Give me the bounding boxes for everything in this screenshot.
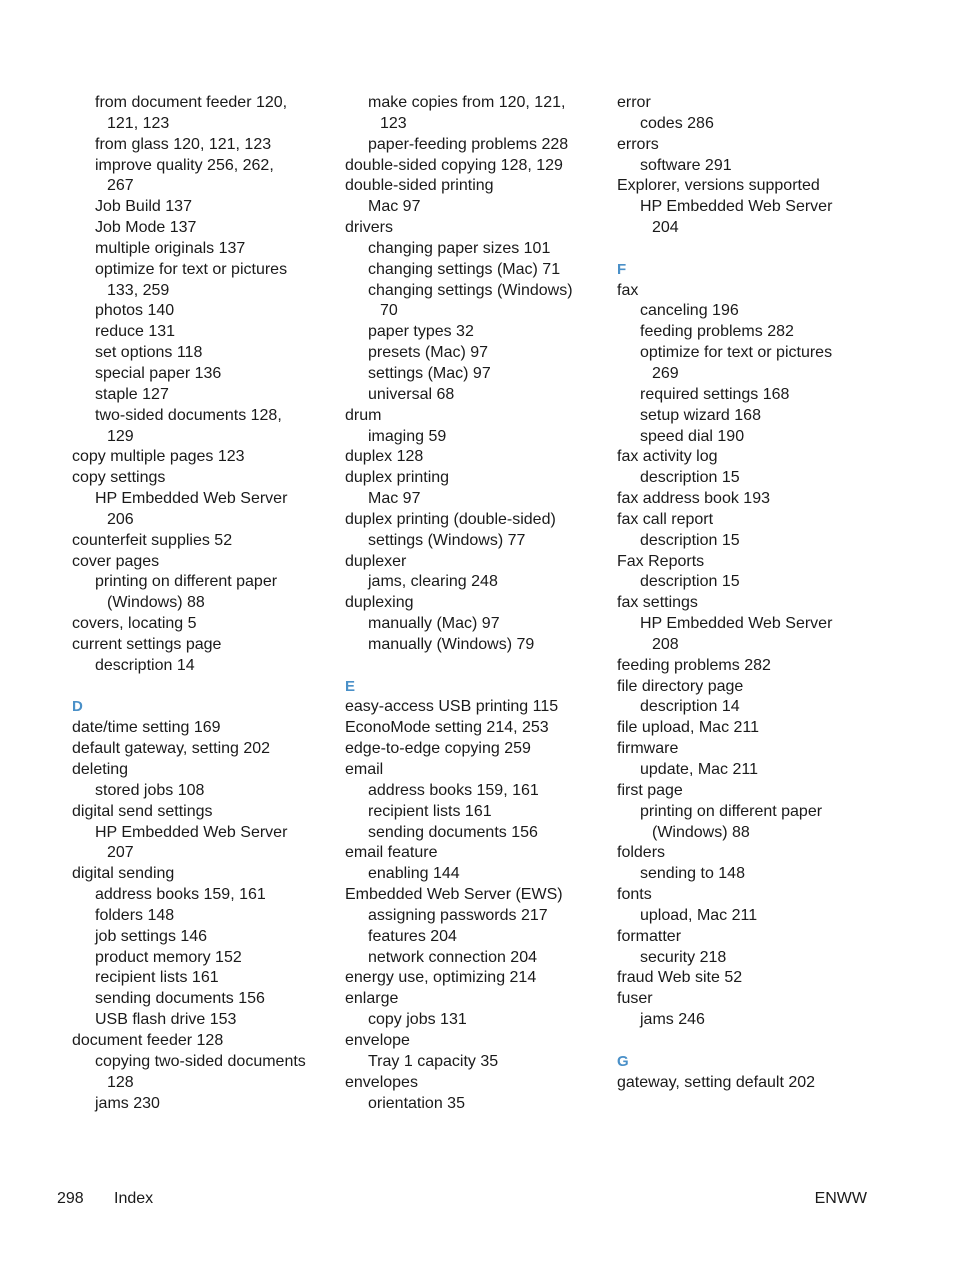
index-entry: envelope — [345, 1031, 410, 1049]
index-entry: double-sided copying 128, 129 — [345, 156, 563, 174]
index-entry: drivers — [345, 219, 394, 237]
index-entry: duplex 128 — [345, 448, 424, 466]
index-subentry: orientation 35 — [368, 1094, 465, 1112]
index-entry: cover pages — [72, 552, 160, 570]
section-gap — [72, 677, 322, 698]
index-entry: formatter — [617, 927, 682, 945]
index-subentry: 129 — [107, 427, 134, 445]
page-number: 298 — [57, 1190, 84, 1207]
index-entry: file upload, Mac 211 — [617, 719, 760, 737]
index-subentry: manually (Mac) 97 — [368, 615, 500, 633]
index-entry: envelopes — [345, 1073, 418, 1091]
index-subentry: HP Embedded Web Server — [95, 823, 288, 841]
index-entry: copy settings — [72, 469, 166, 487]
index-subentry: photos 140 — [95, 302, 175, 320]
index-subentry: copying two-sided documents — [95, 1052, 306, 1070]
index-subentry: description 14 — [640, 698, 740, 716]
index-subentry: features 204 — [368, 927, 457, 945]
index-entry: easy-access USB printing 115 — [345, 698, 559, 716]
index-entry: fraud Web site 52 — [617, 969, 743, 987]
index-entry: fonts — [617, 886, 652, 904]
index-subentry: Job Mode 137 — [95, 219, 197, 237]
index-entry: duplex printing (double-sided) — [345, 510, 556, 528]
index-subentry: imaging 59 — [368, 427, 447, 445]
section-gap — [617, 1031, 877, 1052]
index-subentry: description 15 — [640, 531, 740, 549]
index-subentry: 128 — [107, 1073, 134, 1091]
index-subentry: printing on different paper — [95, 573, 278, 591]
index-subentry: network connection 204 — [368, 948, 537, 966]
index-entry: covers, locating 5 — [72, 615, 197, 633]
index-column-1 — [72, 93, 322, 1114]
index-entry: default gateway, setting 202 — [72, 740, 271, 758]
index-entry: fax activity log — [617, 448, 718, 466]
index-subentry: (Windows) 88 — [652, 823, 750, 841]
index-subentry: assigning passwords 217 — [368, 906, 548, 924]
index-subentry: Job Build 137 — [95, 198, 192, 216]
index-entry: digital sending — [72, 865, 175, 883]
index-subentry: stored jobs 108 — [95, 781, 205, 799]
index-subentry: optimize for text or pictures — [95, 260, 288, 278]
index-subentry: reduce 131 — [95, 323, 176, 341]
index-entry: email feature — [345, 844, 438, 862]
index-subentry: 123 — [380, 114, 407, 132]
index-entry: firmware — [617, 740, 679, 758]
index-entry: double-sided printing — [345, 177, 494, 195]
index-subentry: software 291 — [640, 156, 732, 174]
index-subentry: from document feeder 120, — [95, 94, 288, 111]
index-subentry: HP Embedded Web Server — [640, 198, 833, 216]
index-subentry: copy jobs 131 — [368, 1011, 467, 1029]
index-subentry: from glass 120, 121, 123 — [95, 135, 272, 153]
index-subentry: required settings 168 — [640, 385, 790, 403]
index-subentry: feeding problems 282 — [640, 323, 794, 341]
index-subentry: HP Embedded Web Server — [95, 490, 288, 508]
index-entry: edge-to-edge copying 259 — [345, 740, 531, 758]
index-entry: counterfeit supplies 52 — [72, 531, 233, 549]
index-entry: folders — [617, 844, 666, 862]
index-entry: errors — [617, 135, 659, 153]
section-gap — [617, 239, 877, 260]
section-name: Index — [114, 1190, 154, 1207]
index-entry: document feeder 128 — [72, 1031, 224, 1049]
index-subentry: 70 — [380, 302, 398, 320]
index-subentry: paper-feeding problems 228 — [368, 135, 569, 153]
index-subentry: security 218 — [640, 948, 727, 966]
index-entry: first page — [617, 781, 683, 799]
index-subentry: 269 — [652, 364, 679, 382]
index-subentry: sending to 148 — [640, 865, 745, 883]
index-subentry: changing paper sizes 101 — [368, 239, 551, 257]
index-subentry: setup wizard 168 — [640, 406, 761, 424]
index-subentry: printing on different paper — [640, 802, 823, 820]
index-subentry: 133, 259 — [107, 281, 170, 299]
index-subentry: set options 118 — [95, 344, 203, 362]
document-code: ENWW — [814, 1190, 867, 1207]
index-subentry: USB flash drive 153 — [95, 1011, 237, 1029]
index-entry: date/time setting 169 — [72, 719, 221, 737]
index-subentry: recipient lists 161 — [368, 802, 492, 820]
index-subentry: 206 — [107, 510, 134, 528]
index-subentry: 207 — [107, 844, 134, 862]
index-subentry: paper types 32 — [368, 323, 474, 341]
index-entry: email — [345, 761, 384, 778]
index-subentry: description 15 — [640, 469, 740, 487]
index-entry: Embedded Web Server (EWS) — [345, 886, 563, 904]
index-subentry: sending documents 156 — [368, 823, 538, 841]
index-subentry: universal 68 — [368, 385, 455, 403]
index-entry: duplexing — [345, 594, 414, 612]
index-subentry: multiple originals 137 — [95, 239, 246, 257]
index-entry: digital send settings — [72, 802, 213, 820]
index-entry: Fax Reports — [617, 552, 705, 570]
index-subentry: settings (Windows) 77 — [368, 531, 526, 549]
index-entry: copy multiple pages 123 — [72, 448, 245, 466]
index-subentry: manually (Windows) 79 — [368, 635, 535, 653]
index-subentry: folders 148 — [95, 906, 175, 924]
index-subentry: recipient lists 161 — [95, 969, 219, 987]
index-subentry: canceling 196 — [640, 302, 739, 320]
index-entry: feeding problems 282 — [617, 656, 771, 674]
index-letter-heading: E — [345, 677, 356, 695]
index-subentry: make copies from 120, 121, — [368, 94, 566, 111]
index-entry: duplex printing — [345, 469, 450, 487]
index-entry: duplexer — [345, 552, 407, 570]
index-entry: fax address book 193 — [617, 490, 770, 508]
index-entry: enlarge — [345, 990, 399, 1008]
section-gap — [345, 656, 595, 677]
index-entry: fax settings — [617, 594, 698, 612]
index-subentry: jams, clearing 248 — [368, 573, 498, 591]
index-letter-heading: G — [617, 1052, 629, 1070]
index-subentry: 208 — [652, 635, 679, 653]
index-letter-heading: F — [617, 260, 627, 278]
index-subentry: enabling 144 — [368, 865, 460, 883]
index-column-2 — [345, 93, 595, 1114]
index-subentry: sending documents 156 — [95, 990, 265, 1008]
index-subentry: HP Embedded Web Server — [640, 615, 833, 633]
index-subentry: update, Mac 211 — [640, 761, 759, 778]
index-entry: fax — [617, 281, 639, 299]
index-entry: fuser — [617, 990, 653, 1008]
index-subentry: Tray 1 capacity 35 — [368, 1052, 499, 1070]
index-subentry: job settings 146 — [95, 927, 208, 945]
index-subentry: settings (Mac) 97 — [368, 364, 491, 382]
index-subentry: product memory 152 — [95, 948, 242, 966]
index-subentry: presets (Mac) 97 — [368, 344, 489, 362]
index-entry: file directory page — [617, 677, 744, 695]
index-subentry: description 15 — [640, 573, 740, 591]
index-column-3 — [617, 93, 877, 1094]
index-subentry: speed dial 190 — [640, 427, 745, 445]
index-subentry: Mac 97 — [368, 198, 421, 216]
index-subentry: description 14 — [95, 656, 195, 674]
index-subentry: (Windows) 88 — [107, 594, 205, 612]
index-entry: Explorer, versions supported — [617, 177, 820, 195]
index-entry: EconoMode setting 214, 253 — [345, 719, 549, 737]
index-subentry: jams 246 — [640, 1011, 705, 1029]
index-subentry: address books 159, 161 — [95, 886, 266, 904]
index-entry: drum — [345, 406, 382, 424]
index-subentry: codes 286 — [640, 114, 714, 132]
index-subentry: Mac 97 — [368, 490, 421, 508]
index-subentry: two-sided documents 128, — [95, 406, 282, 424]
index-subentry: upload, Mac 211 — [640, 906, 758, 924]
index-subentry: optimize for text or pictures — [640, 344, 833, 362]
index-subentry: staple 127 — [95, 385, 169, 403]
index-subentry: improve quality 256, 262, — [95, 156, 274, 174]
index-subentry: changing settings (Windows) — [368, 281, 573, 299]
index-subentry: jams 230 — [95, 1094, 160, 1112]
index-subentry: 267 — [107, 177, 134, 195]
index-entry: energy use, optimizing 214 — [345, 969, 537, 987]
index-subentry: 204 — [652, 219, 679, 237]
index-subentry: 121, 123 — [107, 114, 170, 132]
index-entry: current settings page — [72, 635, 222, 653]
index-entry: deleting — [72, 761, 129, 778]
index-subentry: special paper 136 — [95, 364, 222, 382]
index-entry: gateway, setting default 202 — [617, 1073, 816, 1091]
index-entry: fax call report — [617, 510, 714, 528]
index-subentry: address books 159, 161 — [368, 781, 539, 799]
index-letter-heading: D — [72, 698, 83, 716]
index-subentry: changing settings (Mac) 71 — [368, 260, 561, 278]
index-entry: error — [617, 94, 651, 111]
